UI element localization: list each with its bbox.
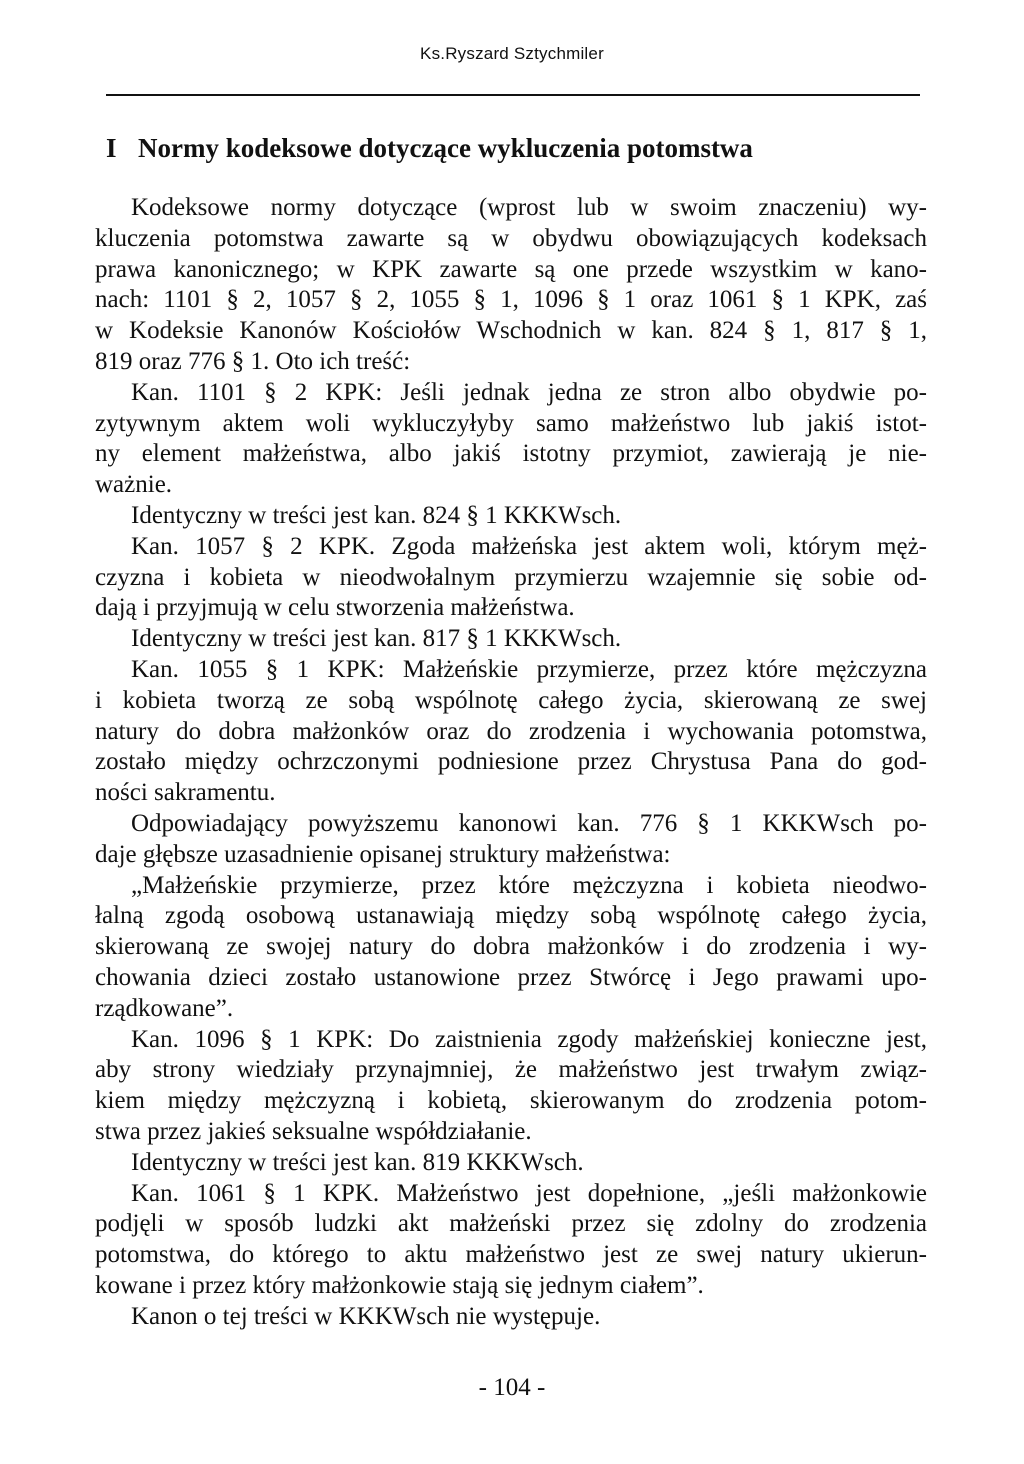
body-text xyxy=(95,193,927,1332)
running-head: Ks.Ryszard Sztychmiler xyxy=(420,44,604,63)
text-line: w Kodeksie Kanonów Kościołów Wschodnich w kan. 824 § 1, 817 § 1, xyxy=(95,317,927,345)
text-line: prawa kanonicznego; w KPK zawarte są one przede wszystkim w kano- xyxy=(95,255,927,283)
text-line: Identyczny w treści jest kan. 817 § 1 KKKWsch. xyxy=(131,625,622,653)
text-line: 819 oraz 776 § 1. Oto ich treść: xyxy=(95,347,411,375)
text-line: Odpowiadający powyższemu kanonowi kan. 776 § 1 KKKWsch po- xyxy=(131,809,927,837)
text-line: Identyczny w treści jest kan. 819 KKKWsch. xyxy=(131,1148,584,1176)
text-line: podjęli w sposób ludzki akt małżeński przez się zdolny do zrodzenia xyxy=(95,1210,927,1238)
header-rule xyxy=(106,94,920,96)
text-line: natury do dobra małżonków oraz do zrodzenia i wychowania potomstwa, xyxy=(95,717,927,745)
text-line: zytywnym aktem woli wykluczyłyby samo małżeństwo lub jakiś istot- xyxy=(95,409,927,437)
text-line: ności sakramentu. xyxy=(95,779,276,807)
text-line: rządkowane”. xyxy=(95,994,234,1022)
text-line: Kan. 1055 § 1 KPK: Małżeńskie przymierze, przez które mężczyzna xyxy=(131,655,927,683)
section-title-text: Normy kodeksowe dotyczące wykluczenia potomstwa xyxy=(138,133,753,163)
text-line: nach: 1101 § 2, 1057 § 2, 1055 § 1, 1096 § 1 oraz 1061 § 1 KPK, zaś xyxy=(95,286,927,314)
text-line: dają i przyjmują w celu stworzenia małżeństwa. xyxy=(95,594,575,622)
text-line: czyzna i kobieta w nieodwołalnym przymierzu wzajemnie się sobie od- xyxy=(95,563,927,591)
text-line: „Małżeńskie przymierze, przez które mężczyzna i kobieta nieodwo- xyxy=(131,871,927,899)
text-line: stwa przez jakieś seksualne współdziałanie. xyxy=(95,1117,532,1145)
text-line: Kodeksowe normy dotyczące (wprost lub w swoim znaczeniu) wy- xyxy=(131,194,927,221)
text-line: zostało między ochrzczonymi podniesione przez Chrystusa Pana do god- xyxy=(95,748,927,776)
text-line: chowania dzieci zostało ustanowione przez Stwórcę i Jego prawami upo- xyxy=(95,963,927,991)
text-line: potomstwa, do którego to aktu małżeństwo jest ze swej natury ukierun- xyxy=(95,1241,927,1269)
text-line: ważnie. xyxy=(95,471,173,499)
text-line: Kanon o tej treści w KKKWsch nie występuje. xyxy=(131,1302,601,1330)
text-line: Kan. 1061 § 1 KPK. Małżeństwo jest dopełnione, „jeśli małżonkowie xyxy=(131,1179,927,1207)
text-line: skierowaną ze swojej natury do dobra małżonków i do zrodzenia i wy- xyxy=(95,933,927,961)
text-line: łalną zgodą osobową ustanawiają między sobą wspólnotę całego życia, xyxy=(95,902,927,930)
page-number: - 104 - xyxy=(478,1374,546,1401)
text-line: i kobieta tworzą ze sobą wspólnotę całego życia, skierowaną ze swej xyxy=(95,686,927,714)
text-line: Kan. 1096 § 1 KPK: Do zaistnienia zgody małżeńskiej konieczne jest, xyxy=(131,1025,927,1053)
section-title xyxy=(106,133,926,164)
text-line: kowane i przez który małżonkowie stają się jednym ciałem”. xyxy=(95,1271,704,1299)
text-line: ny element małżeństwa, albo jakiś istotny przymiot, zawierają je nie- xyxy=(95,440,927,468)
text-line: aby strony wiedziały przynajmniej, że małżeństwo jest trwałym związ- xyxy=(95,1056,927,1084)
text-line: kiem między mężczyzną i kobietą, skierowanym do zrodzenia potom- xyxy=(95,1087,927,1115)
section-number: I xyxy=(106,133,117,163)
text-line: Kan. 1057 § 2 KPK. Zgoda małżeńska jest aktem woli, którym męż- xyxy=(131,532,927,560)
text-line: kluczenia potomstwa zawarte są w obydwu obowiązujących kodeksach xyxy=(95,224,927,252)
text-line: Identyczny w treści jest kan. 824 § 1 KKKWsch. xyxy=(131,501,622,529)
text-line: Kan. 1101 § 2 KPK: Jeśli jednak jedna ze stron albo obydwie po- xyxy=(131,378,927,406)
text-line: daje głębsze uzasadnienie opisanej struktury małżeństwa: xyxy=(95,840,671,868)
